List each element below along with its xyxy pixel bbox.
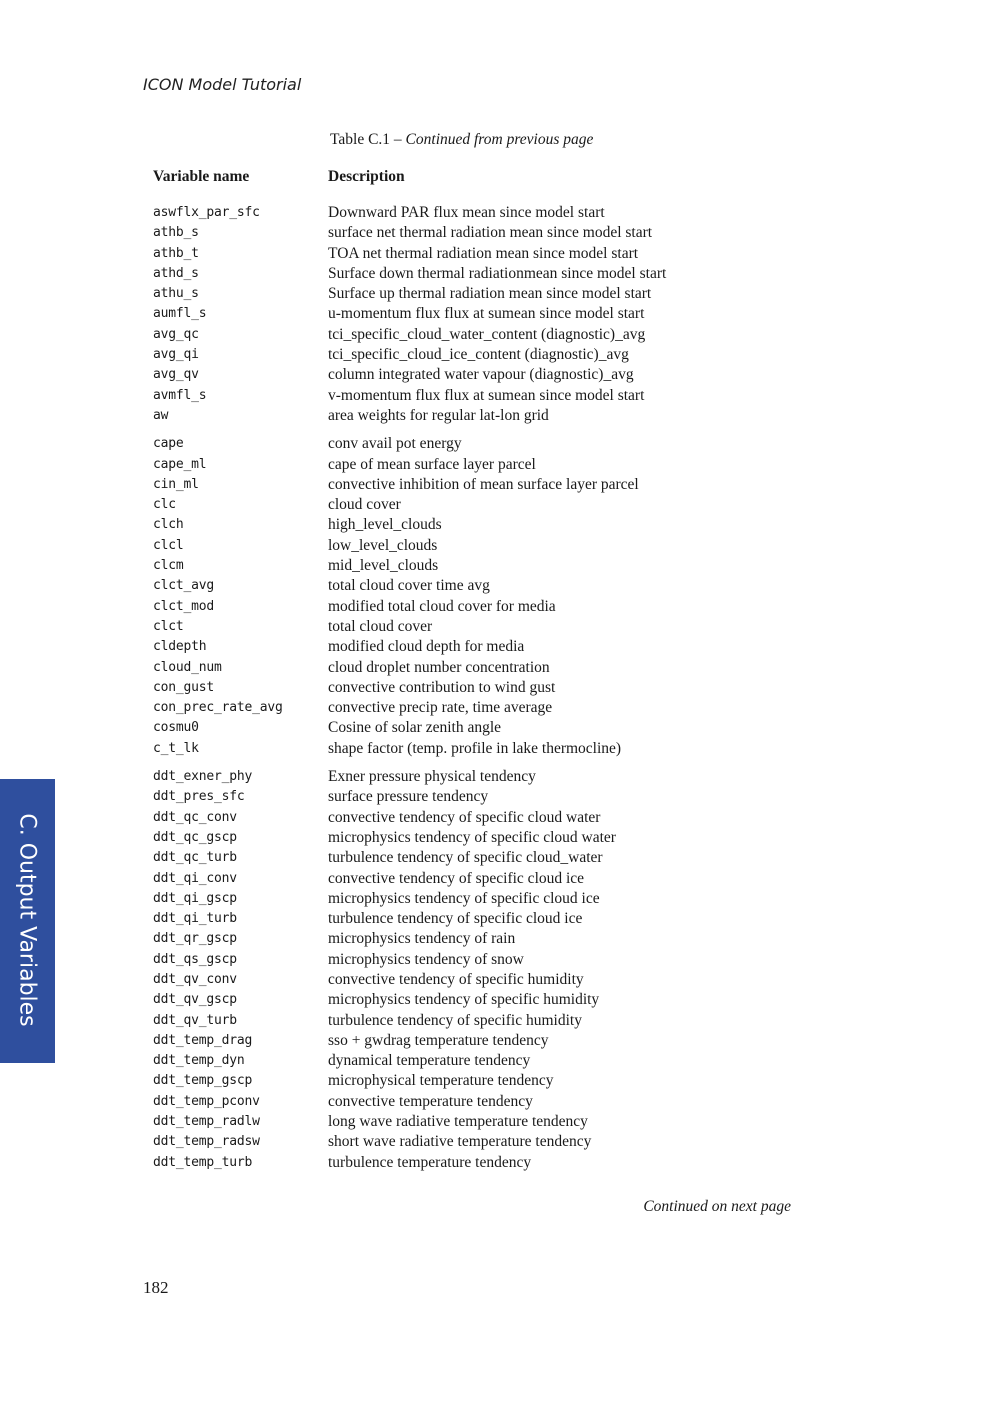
column-header-variable-name: Variable name — [153, 168, 250, 185]
variable-description: microphysics tendency of specific cloud water — [328, 828, 616, 846]
table-row — [153, 597, 853, 617]
table-row — [153, 576, 853, 596]
variable-name: athd_s — [153, 265, 199, 281]
table-row — [153, 406, 853, 426]
table-row — [153, 455, 853, 475]
variable-name: aw — [153, 407, 169, 423]
table-row — [153, 434, 853, 454]
variable-name: ddt_exner_phy — [153, 769, 253, 785]
variable-description: modified total cloud cover for media — [328, 597, 556, 615]
table-row — [153, 345, 853, 365]
table-row — [153, 304, 853, 324]
variable-name: clch — [153, 517, 184, 533]
table-row — [153, 203, 853, 223]
chapter-side-tab-label: C. Output Variables — [14, 813, 40, 1027]
variable-description: short wave radiative temperature tendency — [328, 1133, 592, 1151]
variable-description: convective contribution to wind gust — [328, 678, 556, 696]
variable-name: cldepth — [153, 639, 207, 655]
variable-description: TOA net thermal radiation mean since model start — [328, 244, 639, 262]
variable-description: Surface up thermal radiation mean since model start — [328, 285, 652, 303]
table-row — [153, 325, 853, 345]
variable-description: microphysics tendency of rain — [328, 930, 516, 948]
table-row — [153, 970, 853, 990]
table-row — [153, 244, 853, 264]
table-row — [153, 739, 853, 759]
table-row — [153, 698, 853, 718]
variable-description: v-momentum flux flux at sumean since model start — [328, 386, 645, 404]
table-row — [153, 828, 853, 848]
variable-description: mid_level_clouds — [328, 557, 439, 575]
variable-description: convective tendency of specific cloud water — [328, 808, 601, 826]
chapter-side-tab — [0, 779, 55, 1063]
table-row — [153, 990, 853, 1010]
variable-name: cosmu0 — [153, 720, 199, 736]
variable-description: microphysics tendency of snow — [328, 950, 524, 968]
table-row — [153, 1071, 853, 1091]
variable-description: microphysics tendency of specific humidity — [328, 991, 600, 1009]
variable-name: ddt_temp_drag — [153, 1032, 253, 1048]
variable-table — [153, 203, 853, 1181]
variable-name: ddt_qv_conv — [153, 971, 237, 987]
variable-description: column integrated water vapour (diagnostic)_avg — [328, 366, 634, 384]
table-row — [153, 284, 853, 304]
table-row — [153, 1153, 853, 1173]
variable-name: cape — [153, 436, 184, 452]
variable-description: tci_specific_cloud_water_content (diagnostic)_avg — [328, 325, 646, 343]
variable-name: clct_avg — [153, 578, 215, 594]
variable-description: turbulence temperature tendency — [328, 1153, 532, 1171]
table-row — [153, 617, 853, 637]
variable-description: area weights for regular lat-lon grid — [328, 406, 549, 424]
table-row — [153, 495, 853, 515]
variable-name: clct_mod — [153, 598, 215, 614]
table-row — [153, 787, 853, 807]
variable-description: microphysical temperature tendency — [328, 1072, 554, 1090]
table-row — [153, 767, 853, 787]
table-row — [153, 1112, 853, 1132]
variable-name: athb_t — [153, 245, 199, 261]
variable-name: clc — [153, 497, 176, 513]
variable-description: sso + gwdrag temperature tendency — [328, 1031, 549, 1049]
table-caption-continued: Continued from previous page — [405, 131, 594, 148]
variable-name: ddt_qc_gscp — [153, 829, 237, 845]
variable-description: shape factor (temp. profile in lake thermocline) — [328, 739, 622, 757]
variable-name: aswflx_par_sfc — [153, 205, 260, 220]
page-number: 182 — [143, 1278, 169, 1297]
table-row — [153, 1051, 853, 1071]
table-row — [153, 869, 853, 889]
table-caption — [330, 131, 593, 149]
table-row — [153, 909, 853, 929]
variable-name: ddt_qi_conv — [153, 870, 237, 886]
variable-description: convective inhibition of mean surface layer parcel — [328, 475, 639, 493]
variable-name: con_gust — [153, 679, 215, 695]
variable-description: convective temperature tendency — [328, 1092, 533, 1110]
variable-name: avg_qv — [153, 367, 199, 383]
variable-description: total cloud cover — [328, 617, 433, 635]
variable-name: clcl — [153, 537, 184, 553]
variable-name: ddt_qc_turb — [153, 850, 237, 866]
variable-description: high_level_clouds — [328, 516, 442, 534]
variable-description: Cosine of solar zenith angle — [328, 719, 502, 737]
variable-name: ddt_temp_gscp — [153, 1073, 253, 1089]
variable-description: surface pressure tendency — [328, 788, 489, 806]
table-row — [153, 536, 853, 556]
variable-description: long wave radiative temperature tendency — [328, 1113, 588, 1131]
continued-on-next-page: Continued on next page — [643, 1198, 791, 1215]
table-row — [153, 1092, 853, 1112]
variable-name: avg_qi — [153, 347, 199, 363]
variable-description: conv avail pot energy — [328, 435, 462, 453]
table-row — [153, 718, 853, 738]
table-row — [153, 1011, 853, 1031]
variable-name: athb_s — [153, 225, 199, 241]
variable-description: Downward PAR flux mean since model start — [328, 204, 605, 221]
variable-description: cloud droplet number concentration — [328, 658, 550, 676]
variable-description: modified cloud depth for media — [328, 638, 525, 656]
variable-name: cape_ml — [153, 456, 207, 472]
running-header: ICON Model Tutorial — [143, 75, 302, 94]
variable-name: ddt_temp_dyn — [153, 1053, 245, 1069]
variable-name: ddt_qs_gscp — [153, 951, 237, 967]
table-row — [153, 929, 853, 949]
variable-name: ddt_qi_gscp — [153, 890, 237, 906]
table-row — [153, 950, 853, 970]
variable-description: microphysics tendency of specific cloud ice — [328, 889, 600, 907]
variable-name: ddt_temp_radlw — [153, 1114, 260, 1130]
variable-description: turbulence tendency of specific cloud ice — [328, 910, 583, 928]
variable-description: surface net thermal radiation mean since model start — [328, 224, 653, 242]
table-row — [153, 475, 853, 495]
variable-description: Surface down thermal radiationmean since model start — [328, 264, 667, 282]
variable-description: total cloud cover time avg — [328, 577, 490, 595]
variable-name: avg_qc — [153, 326, 199, 342]
variable-group — [153, 203, 853, 426]
variable-name: ddt_pres_sfc — [153, 789, 245, 805]
table-row — [153, 556, 853, 576]
variable-description: turbulence tendency of specific humidity — [328, 1011, 582, 1029]
table-row — [153, 515, 853, 535]
variable-description: cape of mean surface layer parcel — [328, 455, 536, 473]
table-row — [153, 1031, 853, 1051]
variable-description: turbulence tendency of specific cloud_water — [328, 849, 603, 867]
table-row — [153, 365, 853, 385]
variable-name: ddt_qv_gscp — [153, 992, 237, 1008]
variable-description: tci_specific_cloud_ice_content (diagnostic)_avg — [328, 346, 629, 364]
variable-group — [153, 434, 853, 759]
variable-name: ddt_temp_pconv — [153, 1093, 260, 1109]
variable-name: ddt_temp_turb — [153, 1154, 253, 1170]
variable-description: dynamical temperature tendency — [328, 1052, 531, 1070]
variable-description: u-momentum flux flux at sumean since model start — [328, 305, 645, 323]
variable-name: con_prec_rate_avg — [153, 700, 283, 716]
variable-name: clcm — [153, 558, 184, 574]
table-row — [153, 1132, 853, 1152]
variable-name: ddt_qv_turb — [153, 1012, 237, 1028]
table-row — [153, 848, 853, 868]
variable-name: ddt_qi_turb — [153, 911, 237, 927]
variable-description: low_level_clouds — [328, 536, 438, 554]
variable-name: c_t_lk — [153, 740, 199, 756]
table-row — [153, 264, 853, 284]
variable-description: convective precip rate, time average — [328, 699, 553, 717]
table-row — [153, 658, 853, 678]
variable-name: avmfl_s — [153, 387, 207, 403]
variable-name: ddt_qc_conv — [153, 809, 237, 825]
variable-group — [153, 767, 853, 1173]
variable-name: aumfl_s — [153, 306, 207, 322]
column-header-description: Description — [328, 168, 405, 185]
variable-name: cloud_num — [153, 659, 222, 675]
table-row — [153, 223, 853, 243]
table-caption-prefix: Table C.1 – — [330, 131, 402, 148]
table-row — [153, 637, 853, 657]
variable-name: ddt_qr_gscp — [153, 931, 237, 947]
variable-description: convective tendency of specific humidity — [328, 970, 584, 988]
table-row — [153, 808, 853, 828]
variable-description: Exner pressure physical tendency — [328, 768, 536, 786]
table-row — [153, 386, 853, 406]
variable-description: cloud cover — [328, 496, 401, 514]
variable-name: cin_ml — [153, 476, 199, 492]
table-row — [153, 889, 853, 909]
variable-description: convective tendency of specific cloud ice — [328, 869, 585, 887]
variable-name: ddt_temp_radsw — [153, 1134, 260, 1150]
variable-name: clct — [153, 618, 184, 634]
variable-name: athu_s — [153, 286, 199, 302]
table-row — [153, 678, 853, 698]
